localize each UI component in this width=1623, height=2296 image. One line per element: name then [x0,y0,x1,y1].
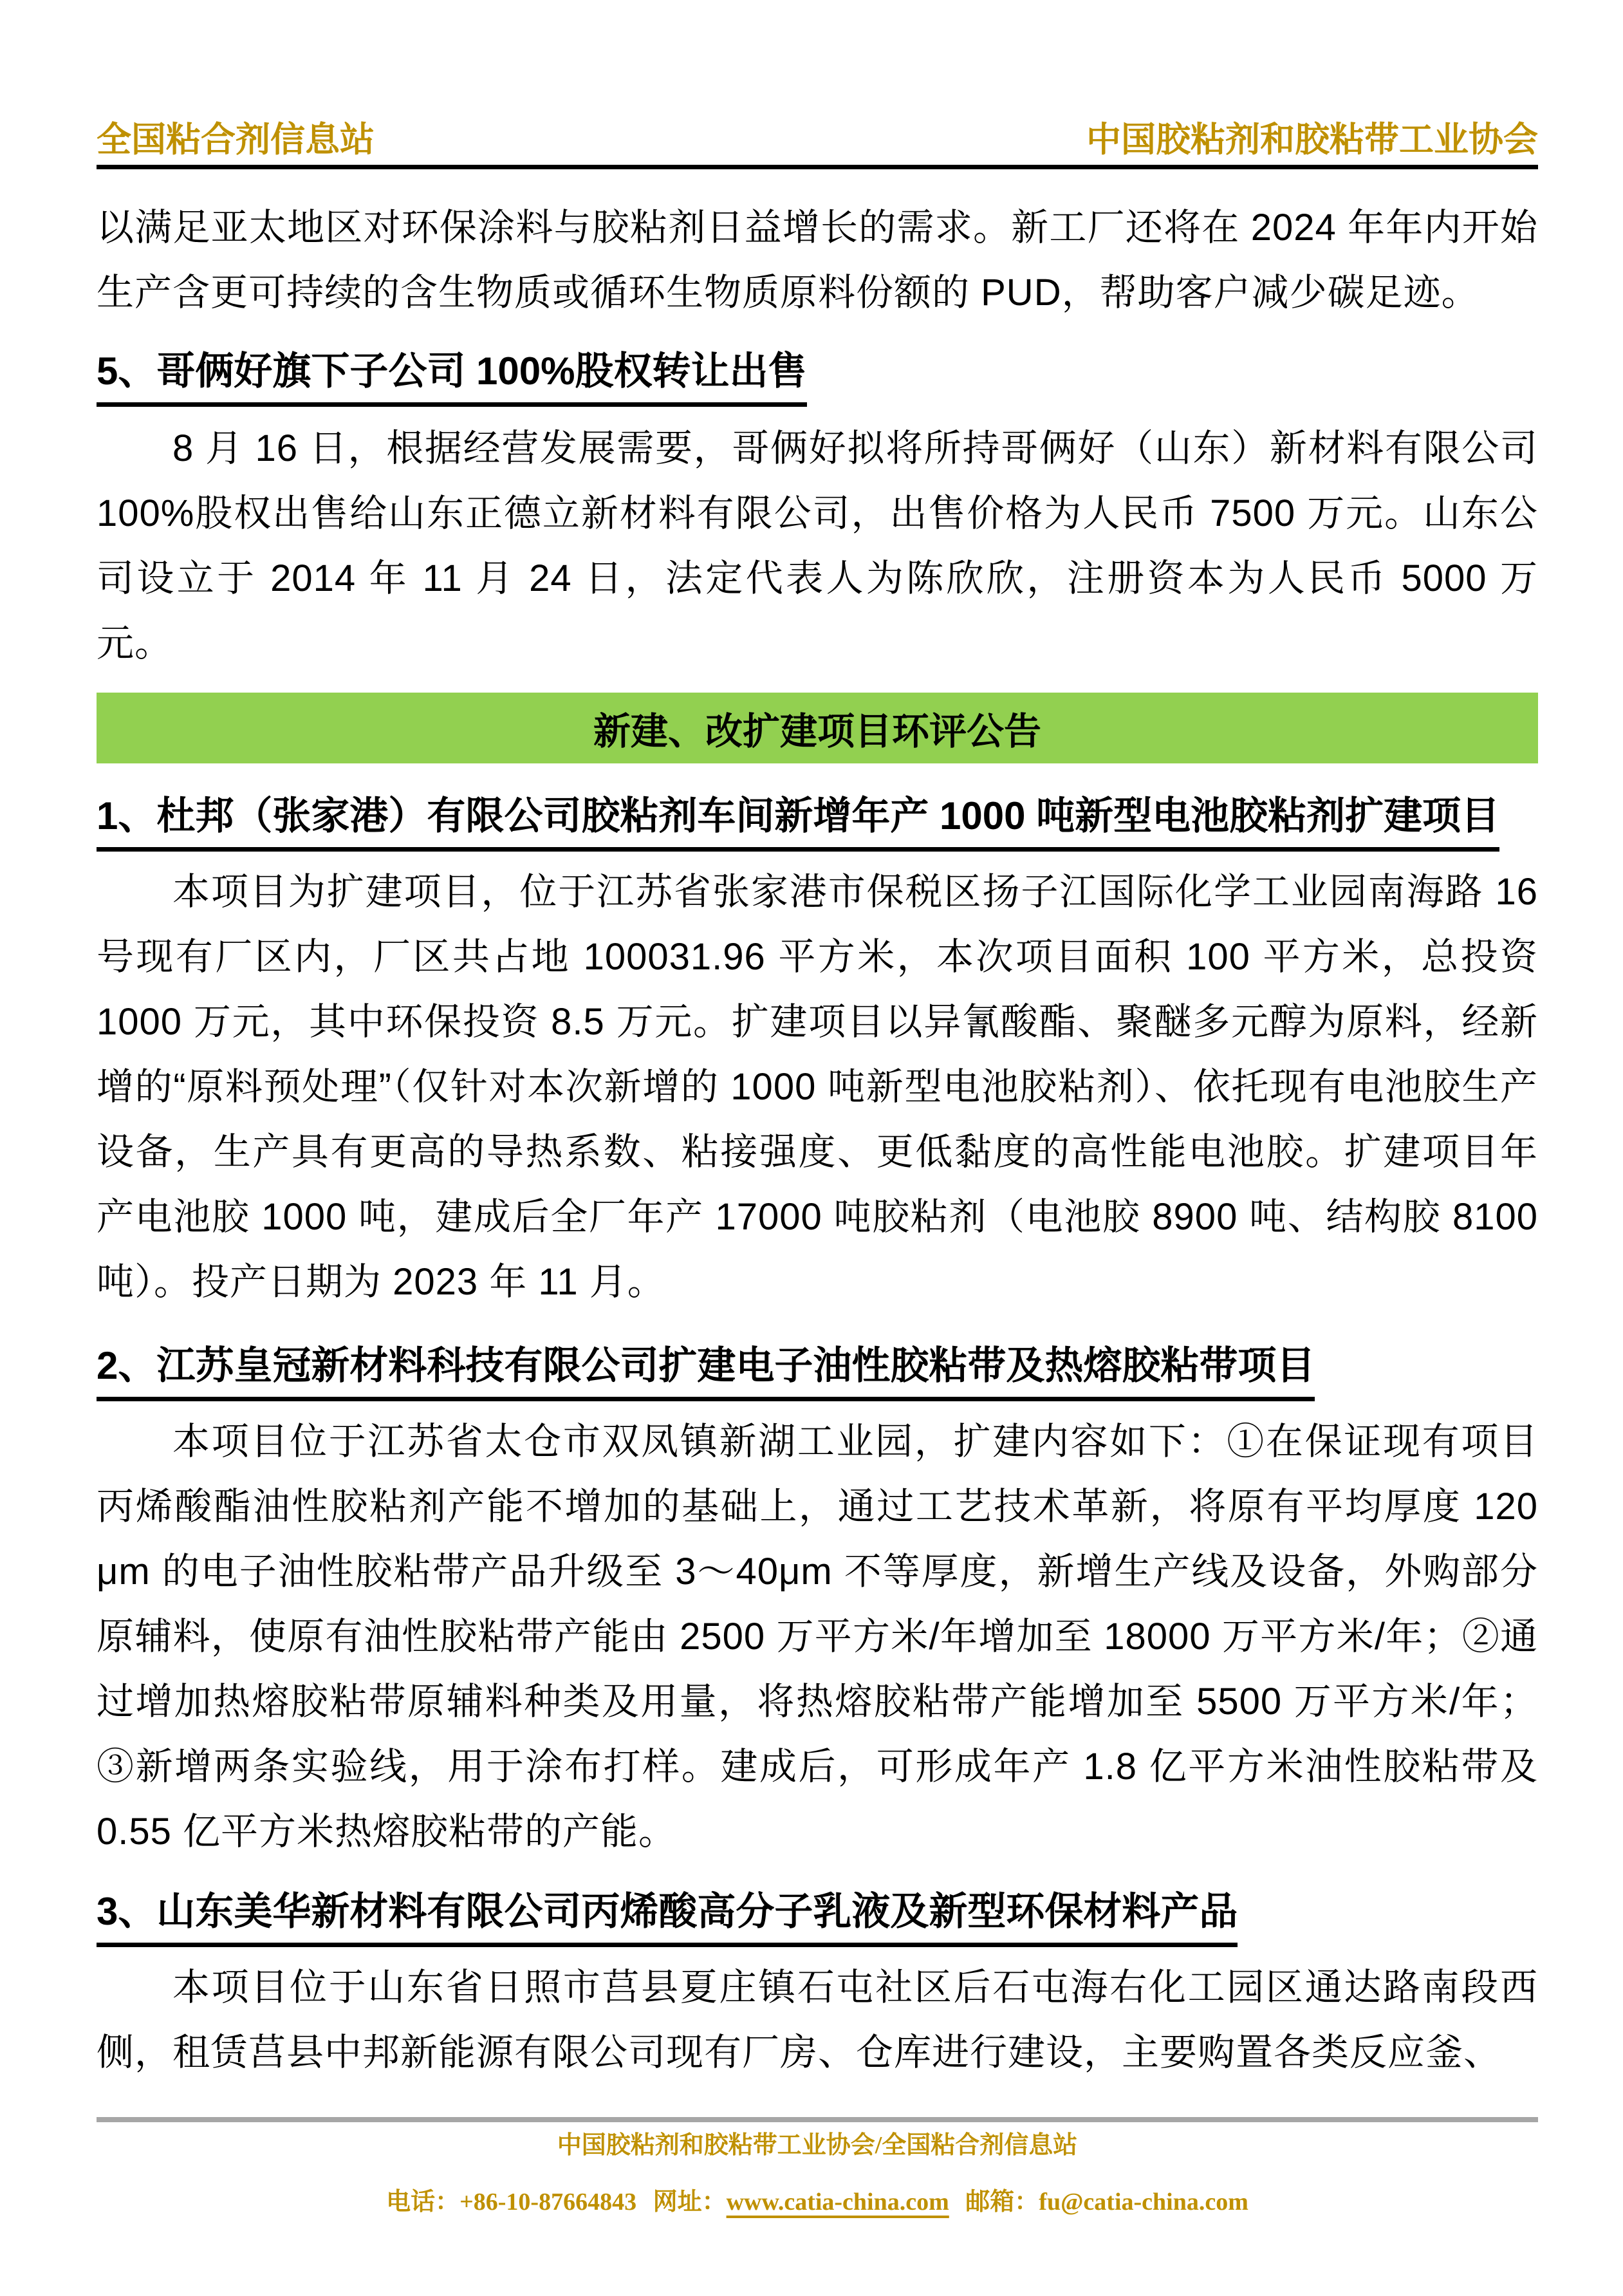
masthead-divider [97,165,1538,169]
project-3-heading-text: 3、山东美华新材料有限公司丙烯酸高分子乳液及新型环保材料产品 [97,1889,1238,1947]
footer-phone-label: 电话： [386,2189,460,2216]
section-banner-title: 新建、改扩建项目环评公告 [593,711,1041,752]
footer-website-link[interactable]: www.catia-china.com [726,2189,949,2216]
project-1-heading [97,793,1538,852]
project-2-heading [97,1343,1538,1401]
project-1-heading-text: 1、杜邦（张家港）有限公司胶粘剂车间新增年产 1000 吨新型电池胶粘剂扩建项目 [97,793,1499,852]
news-item-5-heading [97,348,1538,407]
project-2-body: 本项目位于江苏省太仓市双凤镇新湖工业园，扩建内容如下：①在保证现有项目丙烯酸酯油性胶粘剂产能不增加的基础上，通过工艺技术革新，将原有平均厚度 120 μm 的电子油性胶粘带产品升级至 3～40μm 不等厚度，新增生产线及设备，外购部分原辅料，使原有油性胶粘带产能由 2500 万平方米/年增加至 18000 万平方米/年；②通过增加热熔胶粘带原辅料种类及用量，将热熔胶粘带产能增加至 5500 万平方米/年；③新增两条实验线，用于涂布打样。建成后，可形成年产 1.8 亿平方米油性胶粘带及 0.55 亿平方米热熔胶粘带的产能。 [97,1421,1538,1853]
project-3-body: 本项目位于山东省日照市莒县夏庄镇石屯社区后石屯海右化工园区通达路南段西侧，租赁莒县中邦新能源有限公司现有厂房、仓库进行建设，主要购置各类反应釜、 [97,1966,1538,2073]
footer-web-label: 网址： [653,2189,727,2216]
masthead-right-title: 中国胶粘剂和胶粘带工业协会 [1086,120,1538,159]
footer-email-label: 邮箱： [965,2189,1039,2216]
intro-paragraph: 以满足亚太地区对环保涂料与胶粘剂日益增长的需求。新工厂还将在 2024 年年内开始生产含更可持续的含生物质或循环生物质原料份额的 PUD，帮助客户减少碳足迹。 [97,207,1538,313]
footer-org-line: 中国胶粘剂和胶粘带工业协会/全国粘合剂信息站 [557,2132,1078,2159]
section-banner [97,693,1538,763]
project-2-heading-text: 2、江苏皇冠新材料科技有限公司扩建电子油性胶粘带及热熔胶粘带项目 [97,1343,1315,1401]
project-3-heading [97,1889,1538,1947]
masthead-left-title: 全国粘合剂信息站 [97,120,375,159]
footer-email-address: fu@catia-china.com [1039,2189,1248,2216]
footer-contact-line [97,2187,1538,2217]
footer-phone-number: +86-10-87664843 [459,2189,637,2216]
news-item-5-body: 8 月 16 日，根据经营发展需要，哥俩好拟将所持哥俩好（山东）新材料有限公司 100%股权出售给山东正德立新材料有限公司，出售价格为人民币 7500 万元。山东公司设立于 2014 年 11 月 24 日，法定代表人为陈欣欣，注册资本为人民币 5000 万元。 [97,427,1538,664]
project-1-body: 本项目为扩建项目，位于江苏省张家港市保税区扬子江国际化学工业园南海路 16 号现有厂区内，厂区共占地 100031.96 平方米，本次项目面积 100 平方米，总投资 1000 万元，其中环保投资 8.5 万元。扩建项目以异氰酸酯、聚醚多元醇为原料，经新增的“原料预处理”（仅针对本次新增的 1000 吨新型电池胶粘剂）、依托现有电池胶生产设备，生产具有更高的导热系数、粘接强度、更低黏度的高性能电池胶。扩建项目年产电池胶 1000 吨，建成后全厂年产 17000 吨胶粘剂（电池胶 8900 吨、结构胶 8100 吨）。投产日期为 2023 年 11 月。 [97,871,1538,1303]
masthead [97,0,1538,160]
footer-divider [97,2117,1538,2122]
news-item-5-heading-text: 5、哥俩好旗下子公司 100%股权转让出售 [97,348,807,407]
